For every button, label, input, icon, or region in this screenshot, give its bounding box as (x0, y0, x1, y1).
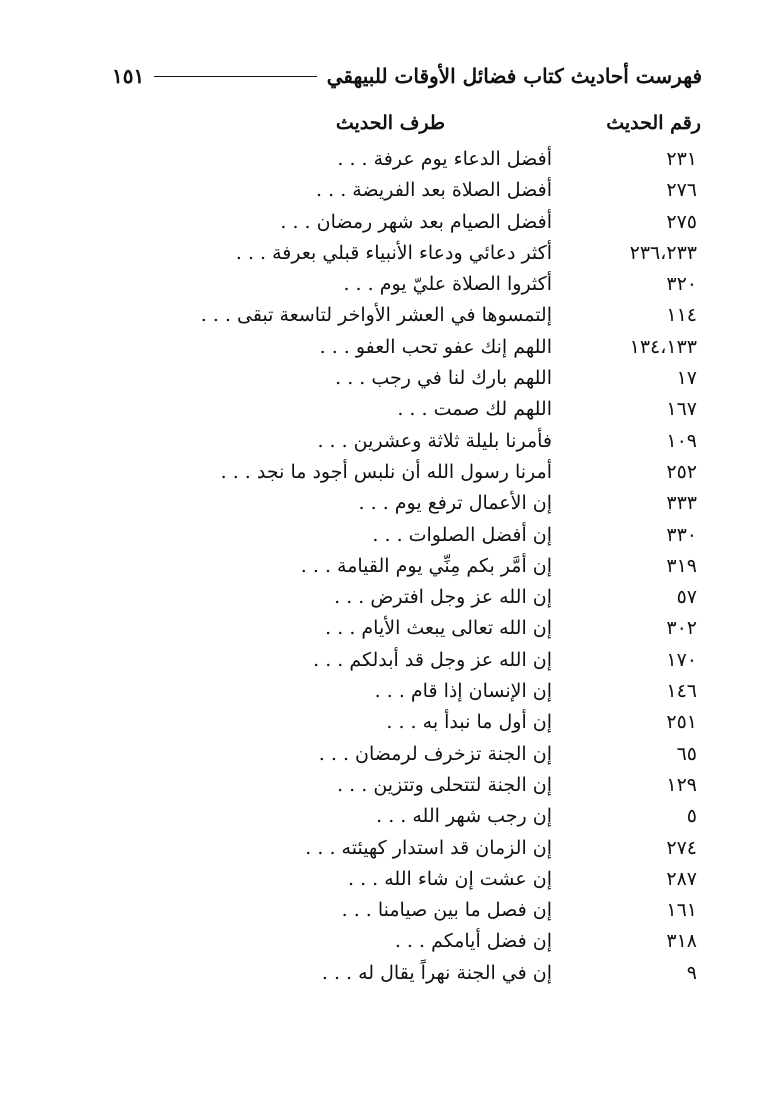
running-title: فهرست أحاديث كتاب فضائل الأوقات للبيهقي (326, 64, 702, 88)
hadith-number: ٢٨٧ (666, 867, 697, 890)
index-row (0, 551, 757, 582)
hadith-number: ٣١٩ (666, 554, 697, 577)
hadith-number: ١٦٧ (666, 398, 697, 421)
hadith-text: اللهم بارك لنا في رجب . . . (335, 367, 552, 390)
hadith-number: ٢٣١ (666, 148, 697, 170)
hadith-number: ١٠٩ (666, 429, 697, 452)
index-row (0, 613, 757, 644)
index-row (0, 238, 757, 269)
hadith-number: ٢٥٢ (666, 460, 697, 483)
hadith-number: ١١٤ (666, 304, 697, 327)
hadith-text: فأمرنا بليلة ثلاثة وعشرين . . . (317, 429, 552, 452)
index-row (0, 801, 757, 832)
index-row (0, 426, 757, 457)
index-row (0, 582, 757, 613)
index-row (0, 144, 757, 175)
hadith-number: ٢٣٦،٢٣٣ (629, 241, 697, 264)
index-row (0, 394, 757, 425)
hadith-text: إن الله عز وجل قد أبدلكم . . . (313, 648, 552, 671)
index-row (0, 833, 757, 864)
index-row (0, 520, 757, 551)
hadith-index-list (0, 144, 757, 989)
hadith-text: إن الأعمال ترفع يوم . . . (358, 492, 552, 515)
hadith-text: إن أفضل الصلوات . . . (372, 523, 552, 546)
index-row (0, 864, 757, 895)
hadith-number: ٥ (686, 805, 697, 828)
hadith-number: ١٧ (676, 367, 697, 390)
index-row (0, 175, 757, 206)
hadith-number: ٣١٨ (666, 930, 697, 953)
hadith-number: ٢٥١ (666, 711, 697, 734)
hadith-number: ٥٧ (676, 586, 697, 609)
hadith-text: إن رجب شهر الله . . . (376, 805, 552, 828)
index-row (0, 332, 757, 363)
index-row (0, 770, 757, 801)
hadith-text: إن فضل أيامكم . . . (394, 930, 552, 953)
hadith-text: إلتمسوها في العشر الأواخر لتاسعة تبقى . . . (200, 304, 552, 327)
column-header-number: رقم الحديث (606, 112, 701, 134)
hadith-text: اللهم إنك عفو تحب العفو . . . (319, 335, 552, 358)
hadith-number: ١٦١ (666, 899, 697, 922)
hadith-number: ١٣٤،١٣٣ (629, 335, 697, 358)
hadith-text: إن الله تعالى يبعث الأيام . . . (325, 617, 552, 640)
index-row (0, 676, 757, 707)
hadith-text: إن الزمان قد استدار كهيئته . . . (305, 836, 552, 859)
hadith-text: أمرنا رسول الله أن نلبس أجود ما نجد . . . (220, 460, 552, 483)
hadith-number: ٢٧٤ (666, 836, 697, 859)
hadith-number: ١٧٠ (666, 648, 697, 671)
hadith-text: إن فصل ما بين صيامنا . . . (341, 899, 552, 922)
hadith-text: أكثروا الصلاة عليّ يوم . . . (343, 273, 552, 296)
hadith-text: إن الجنة تزخرف لرمضان . . . (318, 742, 552, 765)
hadith-number: ٣٣٠ (666, 523, 697, 546)
header-rule (154, 76, 317, 77)
hadith-text: أكثر دعائي ودعاء الأنبياء قبلي بعرفة . . . (235, 241, 552, 264)
hadith-text: إن عشت إن شاء الله . . . (348, 867, 552, 890)
index-row (0, 488, 757, 519)
hadith-text: إن أمَّر بكم مِنِّي يوم القيامة . . . (300, 554, 552, 577)
index-row (0, 707, 757, 738)
hadith-text: أفضل الدعاء يوم عرفة . . . (337, 148, 552, 170)
index-row (0, 895, 757, 926)
hadith-number: ٣٠٢ (666, 617, 697, 640)
index-row (0, 300, 757, 331)
index-row (0, 269, 757, 300)
hadith-number: ١٢٩ (666, 773, 697, 796)
page-number: ١٥١ (112, 64, 145, 88)
hadith-text: أفضل الصيام بعد شهر رمضان . . . (280, 210, 552, 233)
hadith-number: ٢٧٦ (666, 179, 697, 202)
hadith-number: ١٤٦ (666, 680, 697, 703)
index-row (0, 739, 757, 770)
hadith-number: ٢٧٥ (666, 210, 697, 233)
hadith-text: أفضل الصلاة بعد الفريضة . . . (316, 179, 552, 202)
index-row (0, 363, 757, 394)
index-row (0, 645, 757, 676)
hadith-text: إن الجنة لتتحلى وتتزين . . . (337, 773, 552, 796)
hadith-number: ٩ (686, 961, 697, 984)
hadith-number: ٦٥ (676, 742, 697, 765)
hadith-number: ٣٢٠ (666, 273, 697, 296)
hadith-text: اللهم لك صمت . . . (397, 398, 552, 421)
index-row (0, 457, 757, 488)
hadith-text: إن الإنسان إذا قام . . . (374, 680, 552, 703)
hadith-text: إن الله عز وجل افترض . . . (334, 586, 552, 609)
column-header-text: طرف الحديث (335, 112, 445, 134)
hadith-number: ٣٣٣ (666, 492, 697, 515)
running-header (112, 60, 702, 92)
hadith-text: إن أول ما نبدأ به . . . (386, 711, 552, 734)
index-row (0, 958, 757, 989)
index-row (0, 926, 757, 957)
index-row (0, 207, 757, 238)
hadith-text: إن في الجنة نهراً يقال له . . . (321, 961, 552, 984)
